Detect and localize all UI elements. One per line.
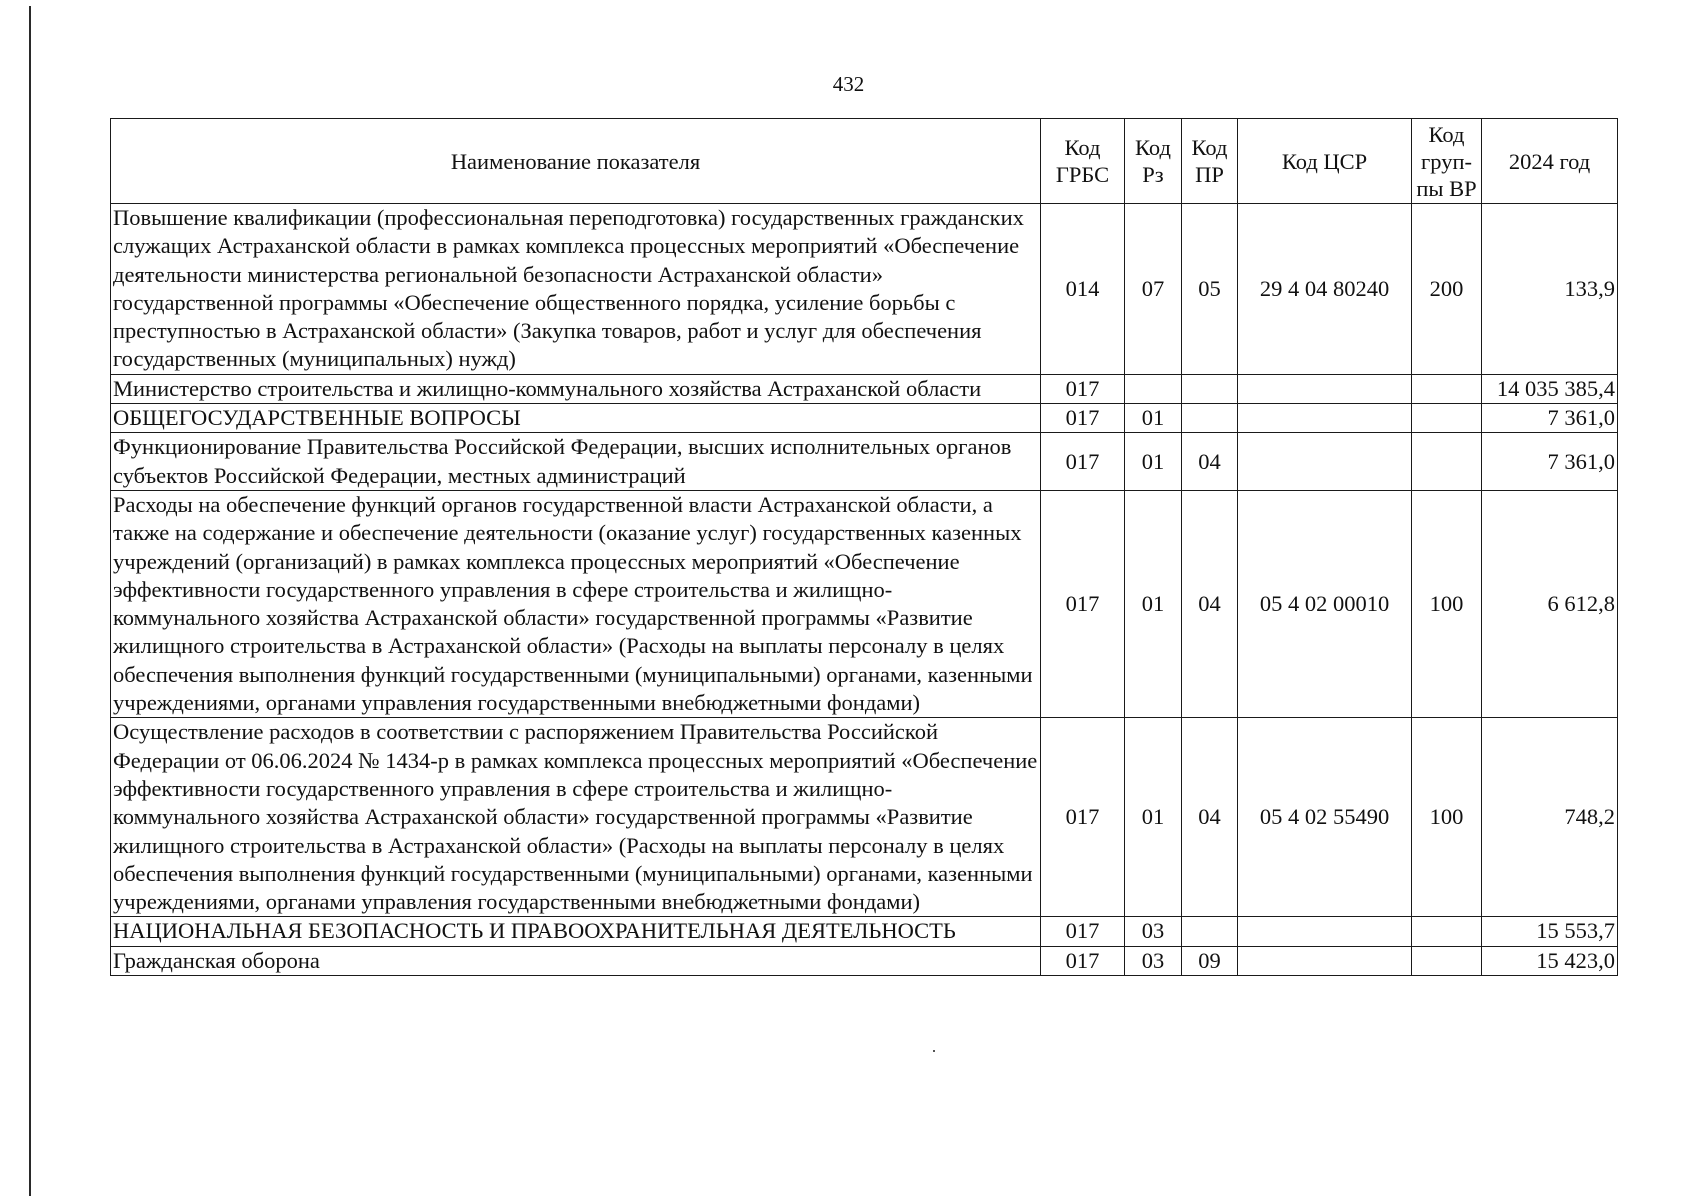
- row-grbs: 017: [1041, 374, 1125, 403]
- row-name: Осуществление расходов в соответствии с распоряжением Правительства Российской Федерации от 06.06.2024 № 1434-р в рамках комплекса процессных мероприятий «Обеспечение эффективности государственного управления в сфере строительства и жилищно-коммунального хозяйства Астраханской области» государственной программы «Развитие жилищного строительства в Астраханской области» (Расходы на выплаты персоналу в целях обеспечения выполнения функций государственными (муниципальными) органами, казенными учреждениями, органами управления государственными внебюджетными фондами): [111, 718, 1041, 917]
- row-rz: 01: [1125, 404, 1182, 433]
- row-csr: [1238, 946, 1412, 975]
- header-pr: Код ПР: [1182, 119, 1238, 204]
- row-rz: 03: [1125, 917, 1182, 946]
- budget-table: [110, 118, 1618, 976]
- row-rz: 01: [1125, 433, 1182, 491]
- row-pr: [1182, 404, 1238, 433]
- row-pr: [1182, 374, 1238, 403]
- header-grbs: Код ГРБС: [1041, 119, 1125, 204]
- row-amount: 14 035 385,4: [1482, 374, 1618, 403]
- row-vr: [1412, 946, 1482, 975]
- table-row: [111, 404, 1618, 433]
- row-csr: [1238, 917, 1412, 946]
- row-grbs: 017: [1041, 404, 1125, 433]
- row-grbs: 017: [1041, 433, 1125, 491]
- row-grbs: 017: [1041, 490, 1125, 717]
- row-vr: 100: [1412, 490, 1482, 717]
- row-grbs: 017: [1041, 946, 1125, 975]
- row-name: Министерство строительства и жилищно-коммунального хозяйства Астраханской области: [111, 374, 1041, 403]
- row-pr: 05: [1182, 204, 1238, 375]
- page-number: 432: [832, 72, 865, 96]
- row-name: Расходы на обеспечение функций органов государственной власти Астраханской области, а также на содержание и обеспечение деятельности (оказание услуг) государственных казенных учреждений (организаций) в рамках комплекса процессных мероприятий «Обеспечение эффективности государственного управления в сфере строительства и жилищно-коммунального хозяйства Астраханской области» государственной программы «Развитие жилищного строительства в Астраханской области» (Расходы на выплаты персоналу в целях обеспечения выполнения функций государственными (муниципальными) органами, казенными учреждениями, органами управления государственными внебюджетными фондами): [111, 490, 1041, 717]
- row-name: Функционирование Правительства Российской Федерации, высших исполнительных органов субъектов Российской Федерации, местных администраций: [111, 433, 1041, 491]
- row-amount: 15 553,7: [1482, 917, 1618, 946]
- row-pr: 09: [1182, 946, 1238, 975]
- table-row: [111, 946, 1618, 975]
- table-row: [111, 204, 1618, 375]
- row-grbs: 017: [1041, 718, 1125, 917]
- row-pr: 04: [1182, 433, 1238, 491]
- scan-speck: [933, 1050, 935, 1052]
- row-name: ОБЩЕГОСУДАРСТВЕННЫЕ ВОПРОСЫ: [111, 404, 1041, 433]
- row-amount: 133,9: [1482, 204, 1618, 375]
- table-row: [111, 490, 1618, 717]
- row-grbs: 014: [1041, 204, 1125, 375]
- row-vr: 100: [1412, 718, 1482, 917]
- row-amount: 15 423,0: [1482, 946, 1618, 975]
- row-name: Повышение квалификации (профессиональная переподготовка) государственных гражданских служащих Астраханской области в рамках комплекса процессных мероприятий «Обеспечение деятельности министерства региональной безопасности Астраханской области» государственной программы «Обеспечение общественного порядка, усиление борьбы с преступностью в Астраханской области» (Закупка товаров, работ и услуг для обеспечения государственных (муниципальных) нужд): [111, 204, 1041, 375]
- row-name: Гражданская оборона: [111, 946, 1041, 975]
- row-rz: 07: [1125, 204, 1182, 375]
- row-csr: [1238, 404, 1412, 433]
- header-name: Наименование показателя: [111, 119, 1041, 204]
- row-vr: 200: [1412, 204, 1482, 375]
- row-rz: [1125, 374, 1182, 403]
- table-row: [111, 718, 1618, 917]
- header-vr: Код груп-пы ВР: [1412, 119, 1482, 204]
- row-csr: [1238, 374, 1412, 403]
- left-margin-line: [29, 6, 31, 1196]
- table-header-row: [111, 119, 1618, 204]
- row-vr: [1412, 917, 1482, 946]
- row-vr: [1412, 404, 1482, 433]
- row-csr: 05 4 02 00010: [1238, 490, 1412, 717]
- row-vr: [1412, 433, 1482, 491]
- header-rz: Код Рз: [1125, 119, 1182, 204]
- row-vr: [1412, 374, 1482, 403]
- row-pr: 04: [1182, 718, 1238, 917]
- row-rz: 01: [1125, 718, 1182, 917]
- table-row: [111, 374, 1618, 403]
- row-pr: 04: [1182, 490, 1238, 717]
- row-amount: 6 612,8: [1482, 490, 1618, 717]
- header-csr: Код ЦСР: [1238, 119, 1412, 204]
- table-row: [111, 917, 1618, 946]
- row-csr: [1238, 433, 1412, 491]
- row-amount: 7 361,0: [1482, 404, 1618, 433]
- table-row: [111, 433, 1618, 491]
- row-amount: 748,2: [1482, 718, 1618, 917]
- row-rz: 01: [1125, 490, 1182, 717]
- row-csr: 29 4 04 80240: [1238, 204, 1412, 375]
- header-year: 2024 год: [1482, 119, 1618, 204]
- row-amount: 7 361,0: [1482, 433, 1618, 491]
- row-grbs: 017: [1041, 917, 1125, 946]
- row-pr: [1182, 917, 1238, 946]
- row-rz: 03: [1125, 946, 1182, 975]
- row-name: НАЦИОНАЛЬНАЯ БЕЗОПАСНОСТЬ И ПРАВООХРАНИТЕЛЬНАЯ ДЕЯТЕЛЬНОСТЬ: [111, 917, 1041, 946]
- row-csr: 05 4 02 55490: [1238, 718, 1412, 917]
